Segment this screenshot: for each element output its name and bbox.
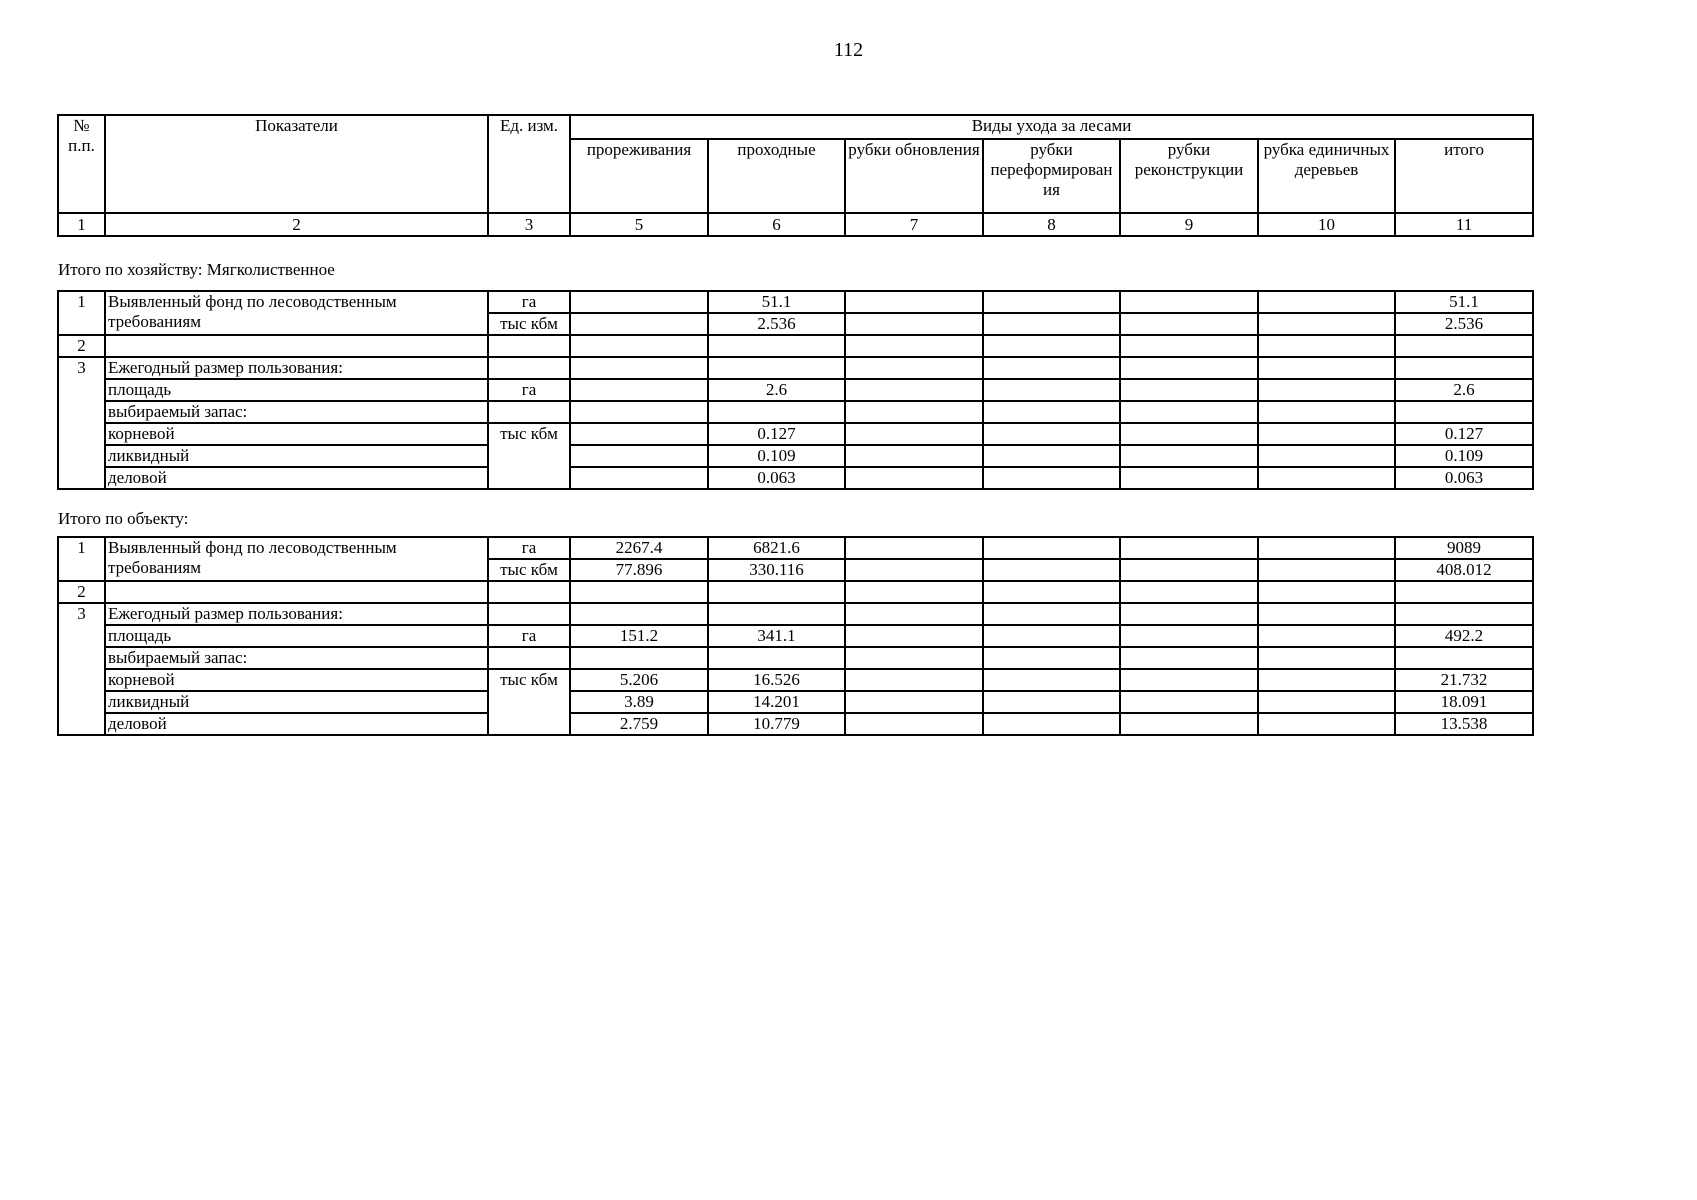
value-cell	[983, 313, 1120, 335]
table-row	[58, 537, 1533, 559]
value-cell: 0.127	[708, 423, 845, 445]
empty-cell	[845, 603, 983, 625]
value-cell: 2.6	[1395, 379, 1533, 401]
value-cell	[1258, 691, 1395, 713]
value-cell	[845, 625, 983, 647]
empty-cell	[570, 357, 708, 379]
unit-cell: тыс кбм	[488, 313, 570, 335]
value-cell	[570, 423, 708, 445]
value-cell: 341.1	[708, 625, 845, 647]
row-number: 1	[58, 537, 105, 581]
value-cell: 0.127	[1395, 423, 1533, 445]
empty-cell	[1395, 603, 1533, 625]
value-cell	[1120, 625, 1258, 647]
value-cell: 18.091	[1395, 691, 1533, 713]
col-index: 2	[105, 213, 488, 236]
value-cell	[1120, 423, 1258, 445]
empty-cell	[708, 603, 845, 625]
table-row	[58, 335, 1533, 357]
col-thinning-header: прореживания	[570, 139, 708, 213]
empty-cell	[1120, 335, 1258, 357]
col-unit-header: Ед. изм.	[488, 115, 570, 213]
indicator-name	[105, 335, 488, 357]
page-number: 112	[833, 39, 864, 61]
section-table	[57, 290, 1534, 490]
empty-cell	[570, 581, 708, 603]
value-cell	[1258, 379, 1395, 401]
table-row	[58, 603, 1533, 625]
value-cell	[845, 691, 983, 713]
empty-cell	[1395, 335, 1533, 357]
col-indicator-header: Показатели	[105, 115, 488, 213]
empty-cell	[983, 335, 1120, 357]
indicator-name: деловой	[105, 467, 488, 489]
value-cell: 9089	[1395, 537, 1533, 559]
table-row	[58, 357, 1533, 379]
value-cell	[570, 445, 708, 467]
value-cell: 5.206	[570, 669, 708, 691]
value-cell	[983, 537, 1120, 559]
value-cell	[983, 445, 1120, 467]
indicator-name: выбираемый запас:	[105, 401, 488, 423]
col-number-header	[58, 115, 105, 213]
value-cell: 21.732	[1395, 669, 1533, 691]
value-cell	[1120, 713, 1258, 735]
care-types-group-header: Виды ухода за лесами	[570, 115, 1533, 139]
col-index: 6	[708, 213, 845, 236]
col-index: 7	[845, 213, 983, 236]
value-cell: 51.1	[1395, 291, 1533, 313]
row-number: 2	[58, 581, 105, 603]
value-cell: 2.536	[708, 313, 845, 335]
value-cell	[1258, 423, 1395, 445]
indicator-name: ликвидный	[105, 691, 488, 713]
value-cell	[1120, 291, 1258, 313]
empty-cell	[708, 581, 845, 603]
row-number: 3	[58, 603, 105, 735]
col-reformation-header: рубки переформирован ия	[983, 139, 1120, 213]
value-cell	[983, 559, 1120, 581]
empty-cell	[1395, 357, 1533, 379]
value-cell: 6821.6	[708, 537, 845, 559]
unit-cell: га	[488, 625, 570, 647]
value-cell	[983, 669, 1120, 691]
value-cell	[983, 379, 1120, 401]
row-number: 1	[58, 291, 105, 335]
empty-cell	[1258, 335, 1395, 357]
col-reconstruction-header: рубки реконструкции	[1120, 139, 1258, 213]
section-title: Итого по хозяйству: Мягколиственное	[58, 260, 335, 279]
value-cell: 16.526	[708, 669, 845, 691]
value-cell: 0.109	[1395, 445, 1533, 467]
unit-cell	[488, 647, 570, 669]
empty-cell	[708, 357, 845, 379]
value-cell: 10.779	[708, 713, 845, 735]
indicator-name: выбираемый запас:	[105, 647, 488, 669]
indicator-name: Выявленный фонд по лесоводственным требованиям	[105, 291, 488, 335]
empty-cell	[983, 647, 1120, 669]
unit-cell	[488, 581, 570, 603]
value-cell	[845, 537, 983, 559]
value-cell	[570, 467, 708, 489]
value-cell: 51.1	[708, 291, 845, 313]
col-index: 3	[488, 213, 570, 236]
value-cell: 3.89	[570, 691, 708, 713]
value-cell	[1120, 313, 1258, 335]
value-cell	[1258, 291, 1395, 313]
value-cell: 0.063	[1395, 467, 1533, 489]
value-cell	[1258, 467, 1395, 489]
empty-cell	[1258, 581, 1395, 603]
value-cell	[1258, 669, 1395, 691]
value-cell	[1120, 467, 1258, 489]
value-cell	[845, 669, 983, 691]
empty-cell	[708, 401, 845, 423]
table-row	[58, 401, 1533, 423]
value-cell	[1258, 313, 1395, 335]
value-cell	[570, 291, 708, 313]
col-index: 9	[1120, 213, 1258, 236]
empty-cell	[708, 647, 845, 669]
empty-cell	[1120, 401, 1258, 423]
empty-cell	[1395, 401, 1533, 423]
header-table	[57, 114, 1534, 237]
value-cell: 0.109	[708, 445, 845, 467]
empty-cell	[1395, 581, 1533, 603]
table-row	[58, 291, 1533, 313]
table-row	[58, 669, 1533, 691]
table-row	[58, 625, 1533, 647]
empty-cell	[1120, 581, 1258, 603]
value-cell: 2267.4	[570, 537, 708, 559]
empty-cell	[1120, 603, 1258, 625]
row-number: 3	[58, 357, 105, 489]
table-row	[58, 647, 1533, 669]
value-cell: 0.063	[708, 467, 845, 489]
value-cell	[1120, 445, 1258, 467]
col-passing-header: проходные	[708, 139, 845, 213]
empty-cell	[1258, 603, 1395, 625]
empty-cell	[983, 401, 1120, 423]
value-cell	[1258, 445, 1395, 467]
value-cell: 77.896	[570, 559, 708, 581]
value-cell	[983, 691, 1120, 713]
value-cell: 14.201	[708, 691, 845, 713]
empty-cell	[1120, 647, 1258, 669]
table-row	[58, 581, 1533, 603]
value-cell: 492.2	[1395, 625, 1533, 647]
value-cell	[1120, 379, 1258, 401]
row-number: 2	[58, 335, 105, 357]
table-row	[58, 379, 1533, 401]
value-cell	[1120, 537, 1258, 559]
empty-cell	[845, 401, 983, 423]
value-cell	[845, 291, 983, 313]
indicator-name	[105, 581, 488, 603]
table-row	[58, 713, 1533, 735]
col-total-header: итого	[1395, 139, 1533, 213]
empty-cell	[983, 581, 1120, 603]
value-cell: 13.538	[1395, 713, 1533, 735]
empty-cell	[570, 647, 708, 669]
col-number-label: № п.п.	[68, 116, 95, 155]
value-cell	[845, 445, 983, 467]
value-cell	[845, 313, 983, 335]
indicator-name: ликвидный	[105, 445, 488, 467]
col-index: 11	[1395, 213, 1533, 236]
value-cell: 2.6	[708, 379, 845, 401]
table-row	[58, 467, 1533, 489]
value-cell	[845, 713, 983, 735]
empty-cell	[1258, 647, 1395, 669]
empty-cell	[983, 603, 1120, 625]
empty-cell	[1258, 401, 1395, 423]
indicator-name: площадь	[105, 625, 488, 647]
col-index: 10	[1258, 213, 1395, 236]
value-cell	[845, 423, 983, 445]
unit-cell	[488, 335, 570, 357]
empty-cell	[708, 335, 845, 357]
indicator-name: площадь	[105, 379, 488, 401]
indicator-name: Ежегодный размер пользования:	[105, 603, 488, 625]
unit-cell: тыс кбм	[488, 423, 570, 489]
table-row	[58, 445, 1533, 467]
value-cell	[1120, 691, 1258, 713]
section-table	[57, 536, 1534, 736]
empty-cell	[570, 603, 708, 625]
value-cell	[570, 379, 708, 401]
indicator-name: Ежегодный размер пользования:	[105, 357, 488, 379]
unit-cell: тыс кбм	[488, 669, 570, 735]
empty-cell	[845, 647, 983, 669]
empty-cell	[570, 401, 708, 423]
value-cell: 2.759	[570, 713, 708, 735]
value-cell	[983, 713, 1120, 735]
empty-cell	[845, 581, 983, 603]
value-cell	[1258, 625, 1395, 647]
unit-cell: га	[488, 379, 570, 401]
indicator-name: корневой	[105, 423, 488, 445]
value-cell: 330.116	[708, 559, 845, 581]
col-index: 8	[983, 213, 1120, 236]
value-cell	[570, 313, 708, 335]
unit-cell	[488, 401, 570, 423]
value-cell	[845, 379, 983, 401]
empty-cell	[845, 335, 983, 357]
indicator-name: корневой	[105, 669, 488, 691]
unit-cell	[488, 357, 570, 379]
col-renewal-header: рубки обновления	[845, 139, 983, 213]
value-cell	[983, 291, 1120, 313]
value-cell	[1120, 669, 1258, 691]
empty-cell	[1258, 357, 1395, 379]
indicator-name: деловой	[105, 713, 488, 735]
col-index: 1	[58, 213, 105, 236]
section-title: Итого по объекту:	[58, 509, 189, 528]
value-cell: 2.536	[1395, 313, 1533, 335]
table-row	[58, 423, 1533, 445]
value-cell	[983, 423, 1120, 445]
unit-cell: га	[488, 291, 570, 313]
empty-cell	[1120, 357, 1258, 379]
table-row	[58, 691, 1533, 713]
value-cell	[1258, 713, 1395, 735]
unit-cell: га	[488, 537, 570, 559]
value-cell	[845, 559, 983, 581]
value-cell	[1120, 559, 1258, 581]
unit-cell	[488, 603, 570, 625]
value-cell	[845, 467, 983, 489]
col-single-trees-header: рубка единичных деревьев	[1258, 139, 1395, 213]
empty-cell	[983, 357, 1120, 379]
value-cell: 408.012	[1395, 559, 1533, 581]
unit-cell: тыс кбм	[488, 559, 570, 581]
value-cell	[983, 467, 1120, 489]
value-cell	[1258, 537, 1395, 559]
value-cell: 151.2	[570, 625, 708, 647]
value-cell	[983, 625, 1120, 647]
value-cell	[1258, 559, 1395, 581]
indicator-name: Выявленный фонд по лесоводственным требованиям	[105, 537, 488, 581]
empty-cell	[1395, 647, 1533, 669]
empty-cell	[570, 335, 708, 357]
col-index: 5	[570, 213, 708, 236]
empty-cell	[845, 357, 983, 379]
